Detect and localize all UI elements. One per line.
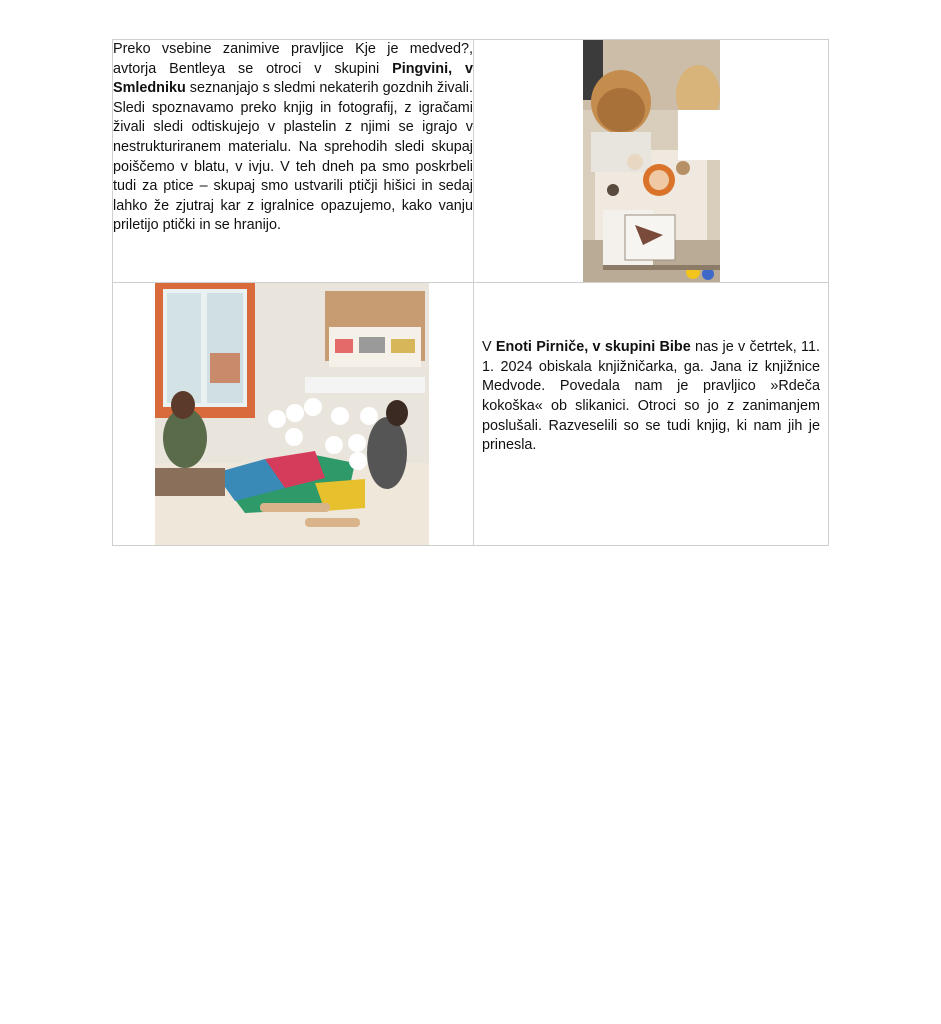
- text-cell-pingvini: [113, 40, 474, 283]
- group-name-bold: Enoti Pirniče, v skupini Bibe: [495, 339, 691, 356]
- paragraph-pingvini: [113, 40, 473, 236]
- paragraph-text: nas je v četrtek, 11. 1. 2024 obiskala knjižničarka, ga. Jana iz knjižnice Medvode. Povedala nam je pravljico »Rdeča kokoška« ob slikanici. Otroci so jo z zanimanjem poslušali. Razveselili so se tudi knjig, ki nam jih je prinesla.: [482, 339, 820, 454]
- paragraph-text: V: [482, 339, 496, 356]
- paragraph-bibe: [482, 338, 820, 456]
- text-cell-bibe: [474, 283, 829, 546]
- photo-children-plasticine: [583, 40, 720, 282]
- paragraph-text: Preko vsebine zanimive pravljice Kje je medved?, avtorja Bentleya se otroci v skupini: [113, 41, 473, 77]
- table-row: [113, 283, 829, 546]
- paragraph-text: seznanjajo s sledmi nekaterih gozdnih živali. Sledi spoznavamo preko knjig in fotografij, z igračami živali sledi odtiskujejo v plastelin z njimi se igrajo v nestrukturiranem materialu. Na sprehodih sledi skupaj poiščemo v blatu, v ivju. V teh dneh pa smo poskrbeli tudi za ptice – skupaj smo ustvarili ptičji hišici in sedaj lahko že zjutraj kar z igralnice opazujemo, kako vanju priletijo ptički in se hranijo.: [113, 80, 473, 234]
- photo-cell-bibe: [113, 283, 474, 546]
- table-row: [113, 40, 829, 283]
- photo-cell-pingvini: [474, 40, 829, 283]
- content-table: [112, 39, 829, 546]
- photo-librarian-storytime: [155, 283, 429, 545]
- group-name-bold: Pingvini, v Smledniku: [113, 60, 473, 97]
